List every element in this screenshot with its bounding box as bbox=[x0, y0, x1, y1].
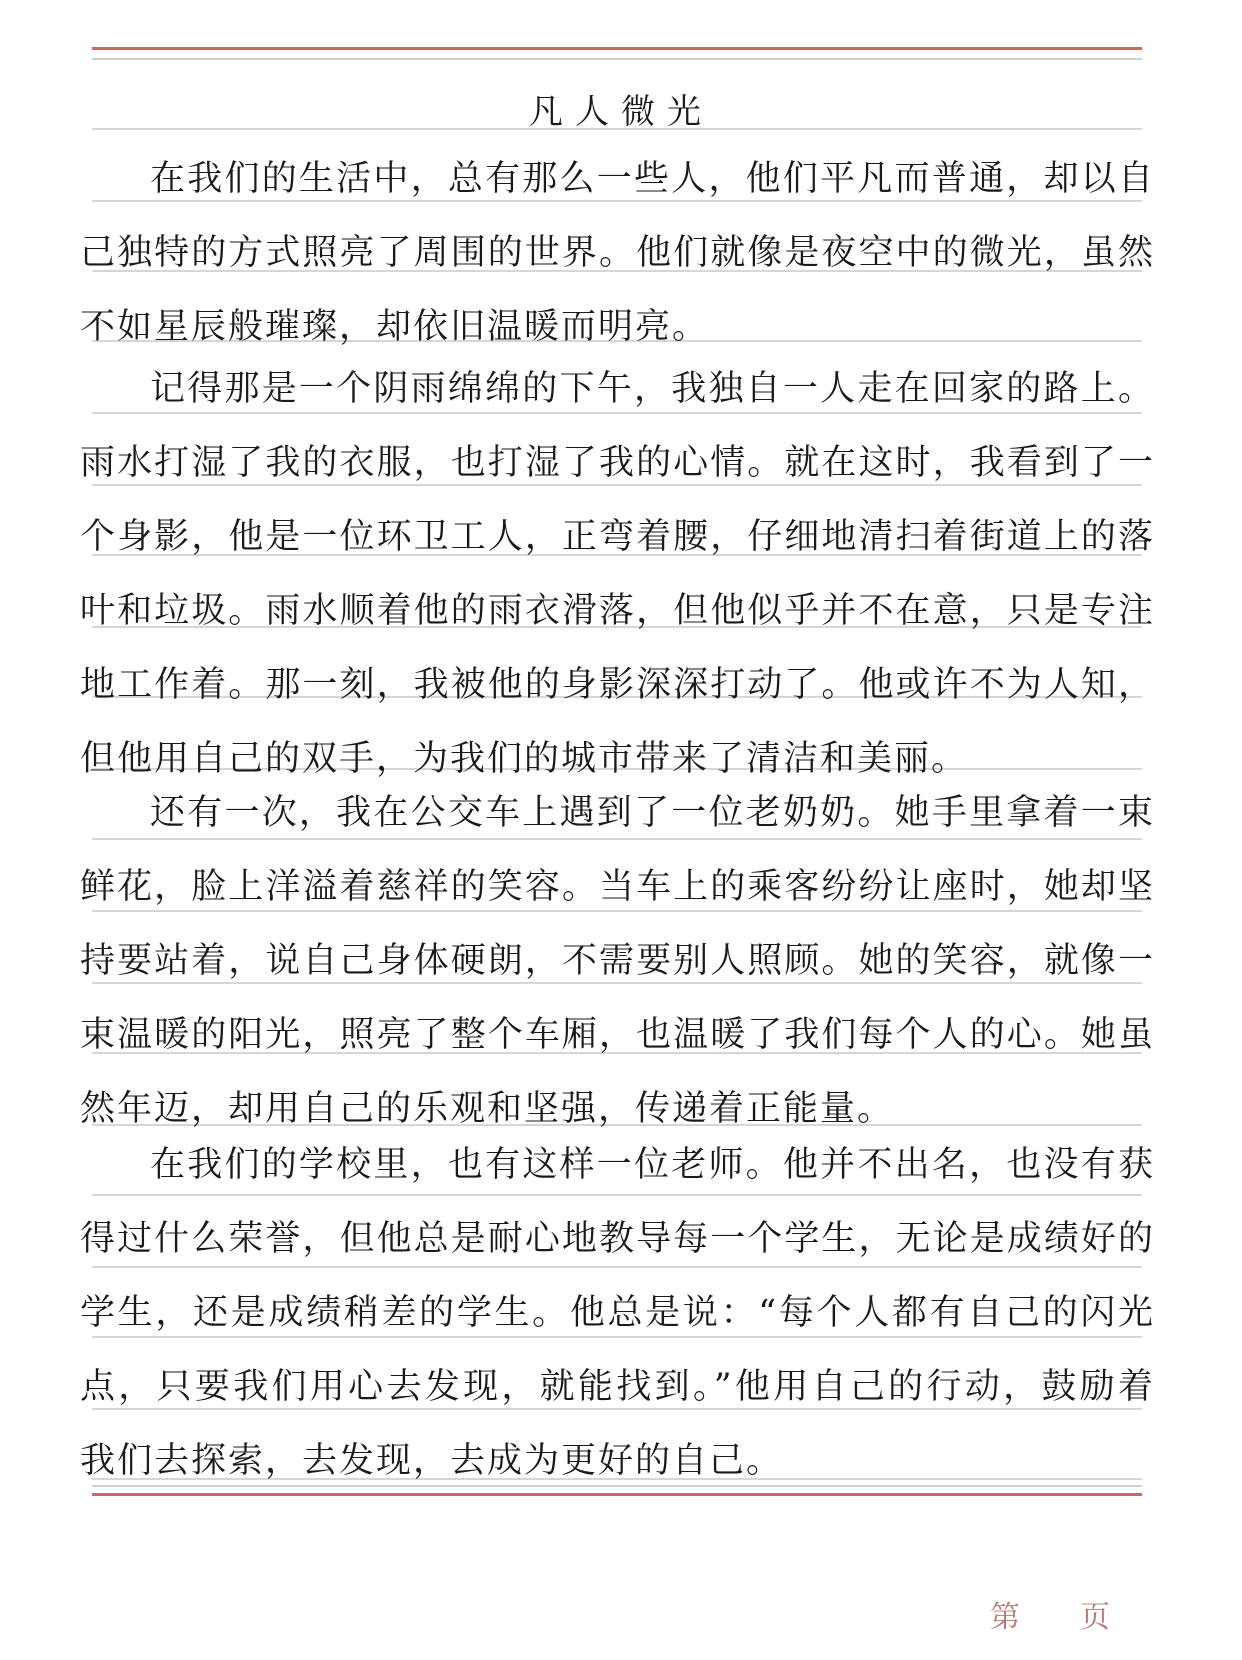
page-label-suffix: 页 bbox=[1080, 1600, 1110, 1635]
essay-paragraph-2: 记得那是一个阴雨绵绵的下午，我独自一人走在回家的路上。雨水打湿了我的衣服，也打湿了我的心情。就在这时，我看到了一个身影，他是一位环卫工人，正弯着腰，仔细地清扫着街道上的落叶和垃圾。雨水顺着他的雨衣滑落，但他似乎并不在意，只是专注地工作着。那一刻，我被他的身影深深打动了。他或许不为人知，但他用自己的双手，为我们的城市带来了清洁和美丽。 bbox=[80, 369, 1155, 779]
page-label-prefix: 第 bbox=[990, 1600, 1020, 1635]
essay-paragraph-4: 在我们的学校里，也有这样一位老师。他并不出名，也没有获得过什么荣誉，但他总是耐心地教导每一个学生，无论是成绩好的学生，还是成绩稍差的学生。他总是说：“每个人都有自己的闪光点，只要我们用心去发现，就能找到。”他用自己的行动，鼓励着我们去探索，去发现，去成为更好的自己。 bbox=[80, 1145, 1155, 1481]
top-red-rule bbox=[92, 47, 1142, 50]
essay-paragraph-3: 还有一次，我在公交车上遇到了一位老奶奶。她手里拿着一束鲜花，脸上洋溢着慈祥的笑容。当车上的乘客纷纷让座时，她却坚持要站着，说自己身体硬朗，不需要别人照顾。她的笑容，就像一束温暖的阳光，照亮了整个车厢，也温暖了我们每个人的心。她虽然年迈，却用自己的乐观和坚强，传递着正能量。 bbox=[80, 793, 1155, 1129]
top-gray-rule bbox=[92, 58, 1142, 60]
essay-paragraph-1: 在我们的生活中，总有那么一些人，他们平凡而普通，却以自己独特的方式照亮了周围的世界。他们就像是夜空中的微光，虽然不如星辰般璀璨，却依旧温暖而明亮。 bbox=[80, 159, 1155, 347]
essay-title: 凡人微光 bbox=[529, 92, 713, 132]
